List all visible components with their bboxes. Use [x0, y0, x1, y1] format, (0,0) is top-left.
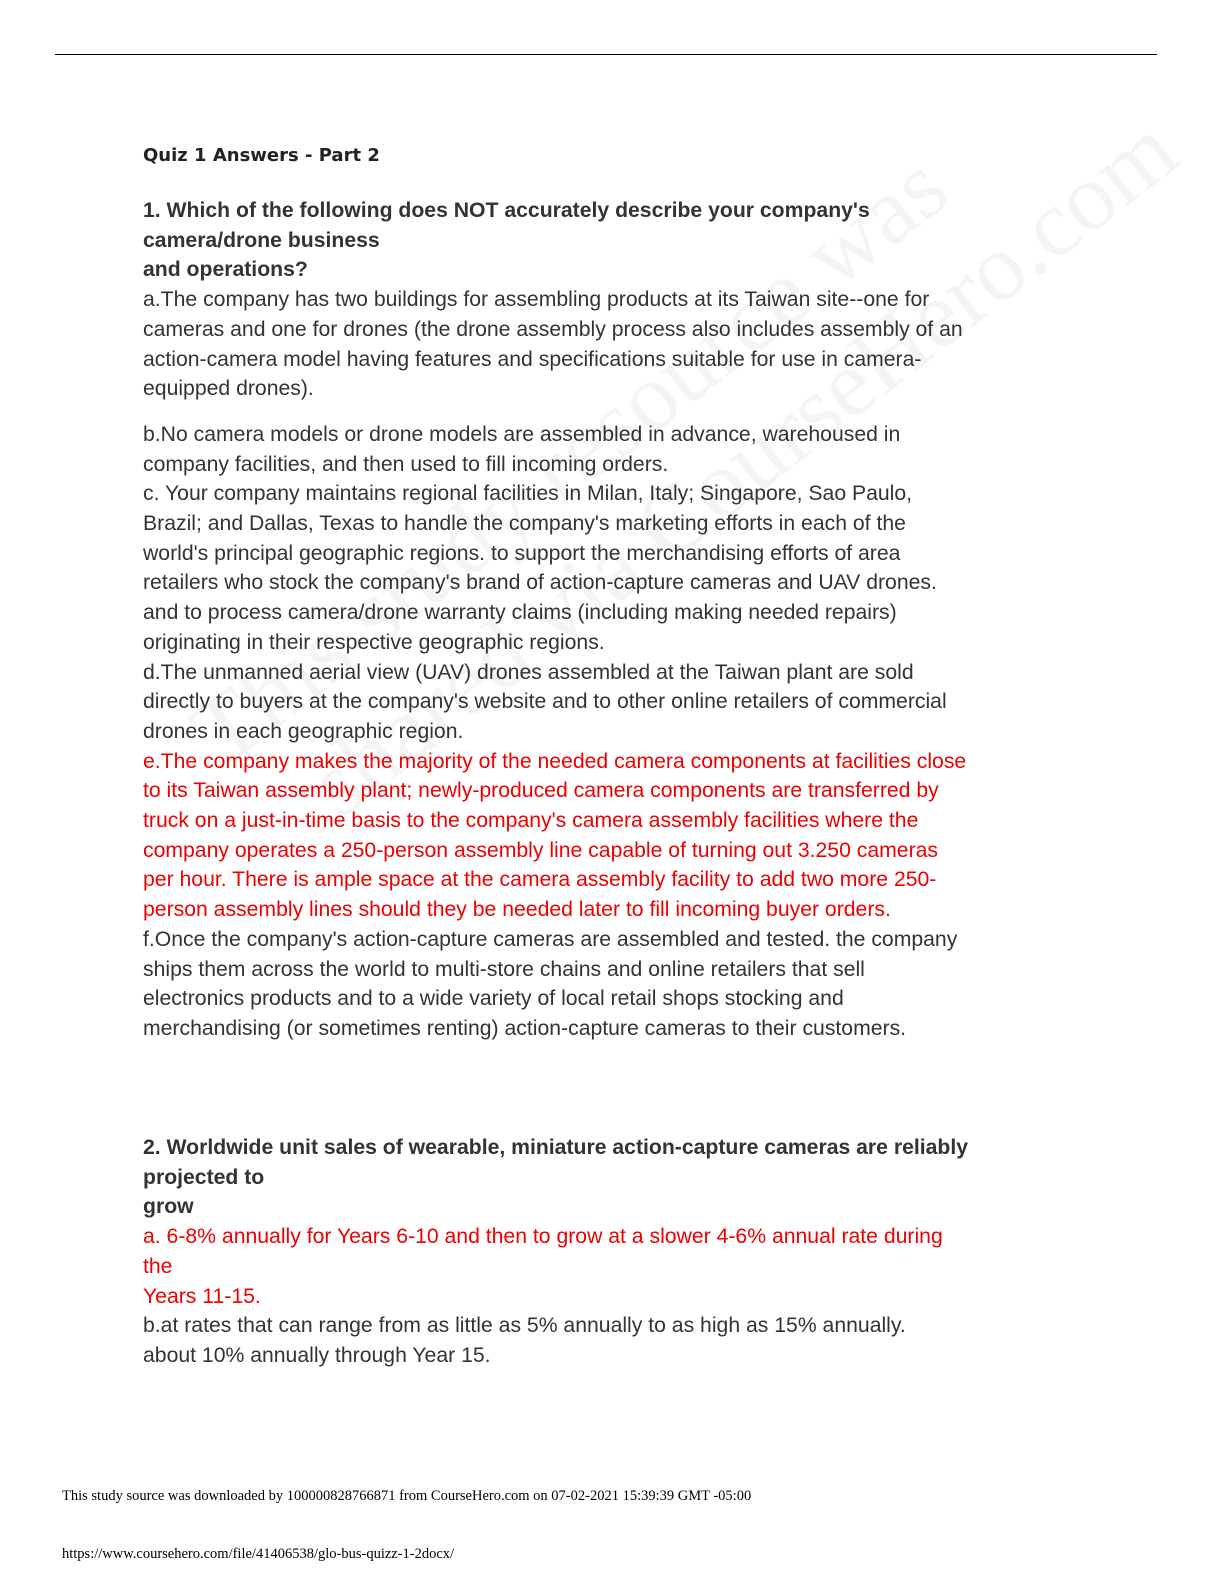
option-line: world's principal geographic regions. to support the merchandising efforts of area: [143, 541, 901, 565]
answer-line: truck on a just-in-time basis to the company's camera assembly facilities where the: [143, 809, 919, 833]
option-line: electronics products and to a wide variety of local retail shops stocking and: [143, 987, 844, 1011]
option-line: b.at rates that can range from as little as 5% annually to as high as 15% annually.: [143, 1314, 906, 1338]
document-title: Quiz 1 Answers - Part 2: [143, 145, 380, 166]
question-1: [143, 196, 1083, 1044]
option-line: cameras and one for drones (the drone assembly process also includes assembly of an: [143, 317, 963, 341]
question-1-prompt: [143, 196, 1083, 285]
option-line: retailers who stock the company's brand of action-capture cameras and UAV drones.: [143, 571, 937, 595]
question-1-option-f: [143, 925, 1083, 1044]
question-1-option-e-correct-answer: [143, 747, 1083, 925]
option-line: d.The unmanned aerial view (UAV) drones assembled at the Taiwan plant are sold: [143, 660, 914, 684]
option-line: company facilities, and then used to fill incoming orders.: [143, 452, 669, 476]
paragraph-gap: [143, 404, 1083, 420]
option-line: and to process camera/drone warranty claims (including making needed repairs): [143, 601, 897, 625]
answer-line: the: [143, 1254, 173, 1278]
source-url-link[interactable]: https://www.coursehero.com/file/41406538/glo-bus-quizz-1-2docx/: [62, 1546, 455, 1562]
question-2-prompt: [143, 1133, 1083, 1222]
answer-line: to its Taiwan assembly plant; newly-produced camera components are transferred by: [143, 779, 939, 803]
answer-line: per hour. There is ample space at the camera assembly facility to add two more 250-: [143, 868, 937, 892]
answer-line: e.The company makes the majority of the needed camera components at facilities close: [143, 749, 967, 773]
option-line: b.No camera models or drone models are assembled in advance, warehoused in: [143, 422, 901, 446]
question-line: 1. Which of the following does NOT accurately describe your company's: [143, 199, 870, 222]
option-line: c. Your company maintains regional facilities in Milan, Italy; Singapore, Sao Paulo,: [143, 482, 913, 506]
header-rule: [55, 54, 1157, 55]
question-2: [143, 1133, 1083, 1371]
question-2-option-a-correct-answer: [143, 1222, 1083, 1311]
question-1-option-c: [143, 479, 1083, 657]
answer-line: person assembly lines should they be needed later to fill incoming buyer orders.: [143, 898, 891, 922]
question-line: and operations?: [143, 258, 308, 282]
question-line: grow: [143, 1195, 194, 1219]
question-2-option-b: [143, 1311, 1083, 1370]
answer-line: company operates a 250-person assembly line capable of turning out 3.250 cameras: [143, 838, 939, 862]
option-line: about 10% annually through Year 15.: [143, 1343, 491, 1367]
option-line: merchandising (or sometimes renting) action-capture cameras to their customers.: [143, 1016, 907, 1040]
option-line: a.The company has two buildings for assembling products at its Taiwan site--one for: [143, 288, 930, 312]
answer-line: a. 6-8% annually for Years 6-10 and then to grow at a slower 4-6% annual rate during: [143, 1225, 943, 1249]
question-line: 2. Worldwide unit sales of wearable, miniature action-capture cameras are reliably: [143, 1136, 969, 1159]
option-line: originating in their respective geographic regions.: [143, 630, 605, 654]
answer-line: Years 11-15.: [143, 1284, 261, 1308]
option-line: ships them across the world to multi-store chains and online retailers that sell: [143, 957, 865, 981]
option-line: equipped drones).: [143, 377, 314, 401]
option-line: f.Once the company's action-capture cameras are assembled and tested. the company: [143, 927, 958, 951]
option-line: action-camera model having features and specifications suitable for use in camera-: [143, 347, 922, 371]
option-line: drones in each geographic region.: [143, 719, 464, 743]
question-1-option-b: [143, 420, 1083, 479]
question-1-option-a: [143, 285, 1083, 404]
option-line: directly to buyers at the company's website and to other online retailers of commercial: [143, 690, 947, 714]
question-1-option-d: [143, 658, 1083, 747]
download-source-note: This study source was downloaded by 100000828766871 from CourseHero.com on 07-02-2021 15:39:39 GMT -05:00: [62, 1488, 752, 1504]
question-line: camera/drone business: [143, 228, 380, 252]
question-line: projected to: [143, 1165, 265, 1189]
option-line: Brazil; and Dallas, Texas to handle the company's marketing efforts in each of the: [143, 512, 906, 536]
